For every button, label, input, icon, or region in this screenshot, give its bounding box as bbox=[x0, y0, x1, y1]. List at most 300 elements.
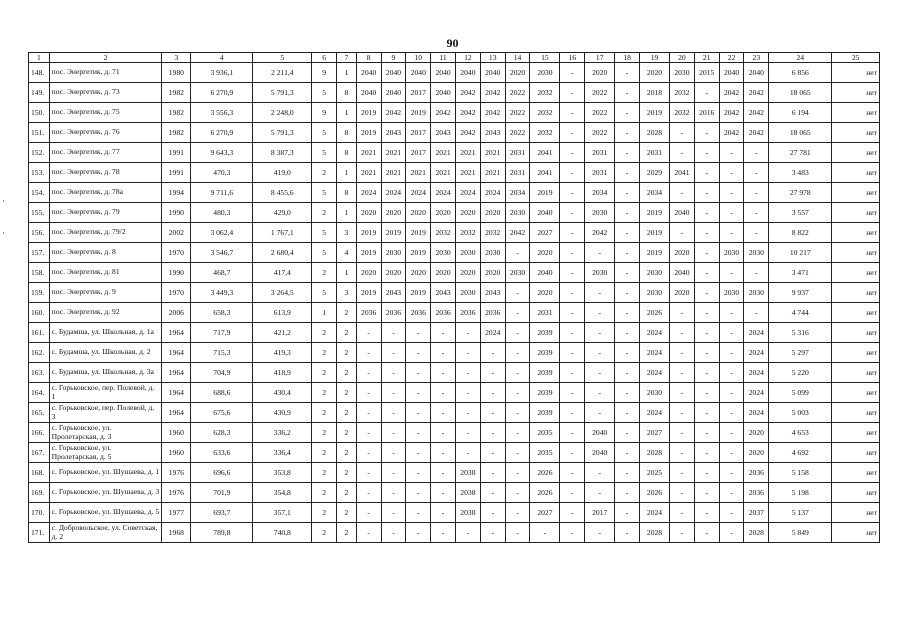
table-cell: - bbox=[480, 403, 505, 423]
table-cell: 2036 bbox=[356, 303, 381, 323]
table-cell: 2038 bbox=[455, 503, 480, 523]
table-cell: 2 bbox=[337, 343, 357, 363]
column-header: 18 bbox=[615, 53, 640, 63]
table-cell: - bbox=[615, 283, 640, 303]
table-cell: - bbox=[455, 343, 480, 363]
address-cell: пос. Энергетик, д. 79/2 bbox=[49, 223, 162, 243]
table-cell: 2030 bbox=[585, 203, 615, 223]
table-cell: 418,9 bbox=[253, 363, 312, 383]
table-cell: 2015 bbox=[694, 63, 719, 83]
table-cell: 2021 bbox=[381, 163, 406, 183]
table-cell: 1964 bbox=[162, 323, 191, 343]
table-cell: 8 387,3 bbox=[253, 143, 312, 163]
row-number-cell: 162. bbox=[29, 343, 50, 363]
table-cell: 2024 bbox=[640, 503, 670, 523]
table-cell: 1960 bbox=[162, 443, 191, 463]
table-cell: 421,2 bbox=[253, 323, 312, 343]
row-number-cell: 156. bbox=[29, 223, 50, 243]
table-cell: - bbox=[615, 103, 640, 123]
table-cell: 2 bbox=[337, 423, 357, 443]
table-cell: 2 bbox=[312, 503, 337, 523]
table-cell: - bbox=[455, 423, 480, 443]
table-cell: 2028 bbox=[640, 523, 670, 543]
column-header: 13 bbox=[480, 53, 505, 63]
table-cell: - bbox=[431, 363, 456, 383]
table-cell: 2038 bbox=[455, 463, 480, 483]
column-header: 8 bbox=[356, 53, 381, 63]
table-cell: 2030 bbox=[744, 283, 769, 303]
table-cell: - bbox=[719, 443, 744, 463]
column-header: 11 bbox=[431, 53, 456, 63]
table-cell: - bbox=[455, 363, 480, 383]
table-cell: - bbox=[670, 143, 695, 163]
table-cell: - bbox=[560, 383, 585, 403]
table-cell: 6 270,9 bbox=[191, 83, 253, 103]
table-cell: 2021 bbox=[431, 143, 456, 163]
table-cell: 1970 bbox=[162, 243, 191, 263]
table-cell: - bbox=[670, 183, 695, 203]
table-row bbox=[29, 223, 880, 243]
table-cell: - bbox=[356, 383, 381, 403]
table-cell: нет bbox=[832, 343, 880, 363]
table-cell: 1982 bbox=[162, 103, 191, 123]
table-cell: - bbox=[694, 423, 719, 443]
table-cell: - bbox=[694, 443, 719, 463]
table-cell: - bbox=[670, 443, 695, 463]
table-cell: 2043 bbox=[480, 123, 505, 143]
table-cell: 1976 bbox=[162, 463, 191, 483]
table-cell: 2020 bbox=[480, 263, 505, 283]
table-cell: 2019 bbox=[530, 183, 560, 203]
table-cell: - bbox=[719, 303, 744, 323]
table-cell: 2021 bbox=[455, 143, 480, 163]
table-cell: 2027 bbox=[640, 423, 670, 443]
table-cell: 2035 bbox=[530, 423, 560, 443]
table-cell: - bbox=[406, 343, 431, 363]
table-cell: 2039 bbox=[530, 363, 560, 383]
table-cell: - bbox=[615, 423, 640, 443]
table-cell: 2 bbox=[312, 523, 337, 543]
table-cell: 1 767,1 bbox=[253, 223, 312, 243]
row-number-cell: 166. bbox=[29, 423, 50, 443]
table-cell: - bbox=[744, 163, 769, 183]
address-cell: пос. Энергетик, д. 78а bbox=[49, 183, 162, 203]
table-cell: 2022 bbox=[585, 103, 615, 123]
table-cell: 2030 bbox=[719, 283, 744, 303]
table-cell: - bbox=[356, 363, 381, 383]
table-cell: 2034 bbox=[505, 183, 530, 203]
table-cell: 2020 bbox=[356, 203, 381, 223]
table-cell: - bbox=[480, 483, 505, 503]
column-header: 12 bbox=[455, 53, 480, 63]
table-cell: - bbox=[505, 523, 530, 543]
table-cell: - bbox=[744, 143, 769, 163]
table-cell: 2019 bbox=[406, 103, 431, 123]
table-cell: 2042 bbox=[744, 123, 769, 143]
table-cell: 2040 bbox=[356, 63, 381, 83]
address-cell: с. Будамша, ул. Школьная, д. 2 bbox=[49, 343, 162, 363]
column-header: 9 bbox=[381, 53, 406, 63]
table-cell: 2030 bbox=[455, 283, 480, 303]
table-cell: 2020 bbox=[480, 203, 505, 223]
row-number-cell: 149. bbox=[29, 83, 50, 103]
table-cell: 5 791,3 bbox=[253, 123, 312, 143]
table-cell: 18 065 bbox=[769, 123, 832, 143]
table-cell: - bbox=[505, 383, 530, 403]
table-cell: - bbox=[560, 83, 585, 103]
table-cell: 2040 bbox=[670, 203, 695, 223]
table-cell: 2040 bbox=[719, 63, 744, 83]
table-cell: 1968 bbox=[162, 523, 191, 543]
table-cell: 2 248,0 bbox=[253, 103, 312, 123]
address-cell: пос. Энергетик, д. 73 bbox=[49, 83, 162, 103]
table-header bbox=[29, 53, 880, 63]
table-cell: 2020 bbox=[431, 203, 456, 223]
table-cell: 2 bbox=[337, 323, 357, 343]
table-cell: - bbox=[560, 143, 585, 163]
table-cell: 8 455,6 bbox=[253, 183, 312, 203]
table-cell: - bbox=[585, 243, 615, 263]
table-cell: 2024 bbox=[640, 403, 670, 423]
table-cell: - bbox=[670, 503, 695, 523]
table-cell: 2027 bbox=[530, 503, 560, 523]
table-cell: 353,8 bbox=[253, 463, 312, 483]
column-header: 20 bbox=[670, 53, 695, 63]
column-header: 23 bbox=[744, 53, 769, 63]
table-cell: 2042 bbox=[744, 103, 769, 123]
table-cell: - bbox=[694, 383, 719, 403]
table-cell: - bbox=[744, 183, 769, 203]
table-cell: 9 643,3 bbox=[191, 143, 253, 163]
table-cell: 2019 bbox=[640, 203, 670, 223]
table-cell: 2036 bbox=[381, 303, 406, 323]
table-cell: - bbox=[670, 483, 695, 503]
table-cell: нет bbox=[832, 303, 880, 323]
table-cell: - bbox=[381, 383, 406, 403]
table-cell: 3 471 bbox=[769, 263, 832, 283]
table-cell: 2 bbox=[337, 463, 357, 483]
table-cell: 3 556,3 bbox=[191, 103, 253, 123]
table-cell: 1991 bbox=[162, 163, 191, 183]
table-cell: 1994 bbox=[162, 183, 191, 203]
table-cell: 2028 bbox=[744, 523, 769, 543]
table-cell: 2 bbox=[337, 503, 357, 523]
table-cell: 2037 bbox=[744, 503, 769, 523]
table-cell: 2030 bbox=[640, 383, 670, 403]
table-cell: 693,7 bbox=[191, 503, 253, 523]
table-cell: - bbox=[431, 483, 456, 503]
table-cell: - bbox=[719, 323, 744, 343]
table-cell: 613,9 bbox=[253, 303, 312, 323]
table-cell: 5 bbox=[312, 183, 337, 203]
table-cell: 1964 bbox=[162, 343, 191, 363]
table-cell: 2030 bbox=[670, 63, 695, 83]
table-cell: 8 bbox=[337, 123, 357, 143]
table-cell: - bbox=[381, 483, 406, 503]
table-cell: 1 bbox=[337, 63, 357, 83]
table-cell: 1991 bbox=[162, 143, 191, 163]
table-cell: - bbox=[560, 323, 585, 343]
table-cell: 430,9 bbox=[253, 403, 312, 423]
table-cell: - bbox=[670, 303, 695, 323]
table-cell: 6 856 bbox=[769, 63, 832, 83]
table-cell: - bbox=[585, 343, 615, 363]
table-cell: - bbox=[694, 283, 719, 303]
table-cell: 2020 bbox=[744, 443, 769, 463]
table-cell: - bbox=[505, 363, 530, 383]
table-cell: 2020 bbox=[455, 203, 480, 223]
address-cell: с. Горьковское, пер. Полевой, д. 3 bbox=[49, 403, 162, 423]
address-cell: пос. Энергетик, д. 78 bbox=[49, 163, 162, 183]
table-cell: 658,3 bbox=[191, 303, 253, 323]
table-cell: 2020 bbox=[530, 243, 560, 263]
table-cell: 2024 bbox=[744, 403, 769, 423]
table-cell: 5 137 bbox=[769, 503, 832, 523]
table-cell: - bbox=[505, 503, 530, 523]
table-cell: - bbox=[560, 203, 585, 223]
table-cell: 2026 bbox=[530, 463, 560, 483]
table-cell: - bbox=[719, 183, 744, 203]
table-cell: 1 bbox=[312, 303, 337, 323]
table-cell: 2 bbox=[337, 383, 357, 403]
table-cell: 2038 bbox=[455, 483, 480, 503]
table-cell: - bbox=[670, 123, 695, 143]
table-cell: 2017 bbox=[585, 503, 615, 523]
table-cell: - bbox=[356, 483, 381, 503]
table-cell: 336,4 bbox=[253, 443, 312, 463]
table-cell: 2036 bbox=[744, 463, 769, 483]
table-cell: 628,3 bbox=[191, 423, 253, 443]
table-cell: 1 bbox=[337, 163, 357, 183]
row-number-cell: 160. bbox=[29, 303, 50, 323]
table-cell: 468,7 bbox=[191, 263, 253, 283]
table-cell: - bbox=[480, 463, 505, 483]
table-cell: - bbox=[381, 463, 406, 483]
table-cell: 3 557 bbox=[769, 203, 832, 223]
table-cell: нет bbox=[832, 523, 880, 543]
table-row bbox=[29, 83, 880, 103]
table-cell: - bbox=[560, 423, 585, 443]
table-cell: - bbox=[694, 183, 719, 203]
row-number-cell: 153. bbox=[29, 163, 50, 183]
table-cell: - bbox=[615, 343, 640, 363]
table-cell: 2020 bbox=[670, 243, 695, 263]
table-cell: - bbox=[480, 503, 505, 523]
table-cell: нет bbox=[832, 363, 880, 383]
table-cell: 2040 bbox=[381, 83, 406, 103]
table-cell: - bbox=[694, 483, 719, 503]
address-cell: с. Горьковское, ул. Шушаева, д. 1 bbox=[49, 463, 162, 483]
table-cell: - bbox=[505, 463, 530, 483]
row-number-cell: 161. bbox=[29, 323, 50, 343]
table-cell: нет bbox=[832, 403, 880, 423]
table-cell: - bbox=[615, 223, 640, 243]
column-header: 22 bbox=[719, 53, 744, 63]
table-cell: 4 692 bbox=[769, 443, 832, 463]
table-cell: - bbox=[431, 523, 456, 543]
table-cell: - bbox=[455, 323, 480, 343]
table-cell: - bbox=[585, 323, 615, 343]
table-cell: 789,8 bbox=[191, 523, 253, 543]
margin-mark bbox=[3, 232, 4, 234]
table-cell: - bbox=[719, 363, 744, 383]
table-cell: - bbox=[615, 503, 640, 523]
table-cell: 2030 bbox=[719, 243, 744, 263]
table-cell: - bbox=[560, 343, 585, 363]
table-cell: - bbox=[694, 203, 719, 223]
table-cell: 2035 bbox=[530, 443, 560, 463]
table-cell: 2024 bbox=[381, 183, 406, 203]
table-cell: 8 822 bbox=[769, 223, 832, 243]
row-number-cell: 168. bbox=[29, 463, 50, 483]
table-cell: 675,6 bbox=[191, 403, 253, 423]
table-cell: 2043 bbox=[381, 283, 406, 303]
table-cell: 430,4 bbox=[253, 383, 312, 403]
table-cell: 2041 bbox=[530, 163, 560, 183]
table-cell: - bbox=[694, 403, 719, 423]
table-cell: 2024 bbox=[431, 183, 456, 203]
table-cell: - bbox=[406, 523, 431, 543]
table-cell: 2040 bbox=[585, 443, 615, 463]
table-cell: 8 bbox=[337, 83, 357, 103]
table-cell: 2019 bbox=[640, 243, 670, 263]
table-cell: - bbox=[615, 443, 640, 463]
table-cell: 2043 bbox=[480, 283, 505, 303]
table-cell: - bbox=[585, 523, 615, 543]
table-cell: - bbox=[615, 363, 640, 383]
row-number-cell: 157. bbox=[29, 243, 50, 263]
table-cell: 2040 bbox=[530, 203, 560, 223]
table-cell: 2030 bbox=[530, 63, 560, 83]
address-cell: пос. Энергетик, д. 81 bbox=[49, 263, 162, 283]
table-cell: 2 bbox=[312, 423, 337, 443]
table-cell: - bbox=[505, 423, 530, 443]
table-cell: 2017 bbox=[406, 143, 431, 163]
table-cell: - bbox=[615, 243, 640, 263]
table-cell: 2024 bbox=[406, 183, 431, 203]
table-cell: - bbox=[381, 403, 406, 423]
table-cell: - bbox=[505, 323, 530, 343]
table-row bbox=[29, 403, 880, 423]
table-row bbox=[29, 163, 880, 183]
page-number: 90 bbox=[446, 36, 459, 50]
table-cell: нет bbox=[832, 183, 880, 203]
table-cell: 701,9 bbox=[191, 483, 253, 503]
table-cell: - bbox=[719, 223, 744, 243]
table-cell: 5 bbox=[312, 283, 337, 303]
table-cell: 8 bbox=[337, 143, 357, 163]
table-cell: 2020 bbox=[406, 203, 431, 223]
table-cell: нет bbox=[832, 63, 880, 83]
address-cell: пос. Энергетик, д. 92 bbox=[49, 303, 162, 323]
table-cell: - bbox=[480, 363, 505, 383]
table-cell: 2021 bbox=[455, 163, 480, 183]
table-cell: нет bbox=[832, 203, 880, 223]
table-cell: 5 849 bbox=[769, 523, 832, 543]
column-header: 16 bbox=[560, 53, 585, 63]
table-cell: нет bbox=[832, 83, 880, 103]
table-cell: 2031 bbox=[585, 163, 615, 183]
table-cell: 2031 bbox=[585, 143, 615, 163]
table-cell: - bbox=[356, 443, 381, 463]
table-cell: - bbox=[719, 483, 744, 503]
row-number-cell: 158. bbox=[29, 263, 50, 283]
table-cell: 2 bbox=[312, 343, 337, 363]
table-cell: 2039 bbox=[530, 323, 560, 343]
table-cell: 2043 bbox=[381, 123, 406, 143]
table-cell: - bbox=[560, 463, 585, 483]
row-number-cell: 152. bbox=[29, 143, 50, 163]
table-cell: 3 062,4 bbox=[191, 223, 253, 243]
table-cell: - bbox=[694, 463, 719, 483]
table-cell: - bbox=[406, 323, 431, 343]
table-cell: 2043 bbox=[431, 283, 456, 303]
table-cell: 10 217 bbox=[769, 243, 832, 263]
table-row bbox=[29, 523, 880, 543]
table-cell: 9 937 bbox=[769, 283, 832, 303]
table-cell: 5 791,3 bbox=[253, 83, 312, 103]
table-cell: - bbox=[694, 143, 719, 163]
table-cell: - bbox=[615, 403, 640, 423]
table-cell: - bbox=[694, 343, 719, 363]
table-cell: - bbox=[455, 443, 480, 463]
table-cell: 2 bbox=[312, 383, 337, 403]
table-cell: 2 bbox=[337, 443, 357, 463]
table-cell: 2019 bbox=[356, 243, 381, 263]
table-cell: - bbox=[560, 163, 585, 183]
table-cell: 5 297 bbox=[769, 343, 832, 363]
table-cell: 2030 bbox=[505, 263, 530, 283]
table-cell: 4 bbox=[337, 243, 357, 263]
table-cell: нет bbox=[832, 423, 880, 443]
table-cell: 1980 bbox=[162, 63, 191, 83]
table-cell: нет bbox=[832, 243, 880, 263]
table-cell: 2021 bbox=[480, 143, 505, 163]
column-header: 4 bbox=[191, 53, 253, 63]
column-header: 15 bbox=[530, 53, 560, 63]
table-cell: 2030 bbox=[480, 243, 505, 263]
table-cell: 2031 bbox=[530, 303, 560, 323]
table-cell: 2040 bbox=[406, 63, 431, 83]
row-number-cell: 169. bbox=[29, 483, 50, 503]
table-cell: 2024 bbox=[480, 323, 505, 343]
table-cell: нет bbox=[832, 103, 880, 123]
table-cell: 2019 bbox=[640, 103, 670, 123]
table-row bbox=[29, 123, 880, 143]
table-cell: - bbox=[381, 363, 406, 383]
table-cell: 2021 bbox=[356, 143, 381, 163]
table-cell: 2019 bbox=[356, 123, 381, 143]
table-cell: нет bbox=[832, 263, 880, 283]
table-cell: 2020 bbox=[505, 63, 530, 83]
table-cell: 2024 bbox=[455, 183, 480, 203]
table-cell: 2020 bbox=[530, 283, 560, 303]
table-cell: - bbox=[719, 263, 744, 283]
table-cell: 2024 bbox=[744, 323, 769, 343]
table-cell: - bbox=[431, 463, 456, 483]
table-cell: нет bbox=[832, 143, 880, 163]
table-cell: - bbox=[694, 523, 719, 543]
table-row bbox=[29, 183, 880, 203]
table-cell: 1990 bbox=[162, 203, 191, 223]
address-cell: с. Горьковское, ул. Пролетарская, д. 3 bbox=[49, 423, 162, 443]
table-cell: - bbox=[670, 463, 695, 483]
table-cell: 2042 bbox=[719, 83, 744, 103]
table-row bbox=[29, 443, 880, 463]
table-cell: 419,3 bbox=[253, 343, 312, 363]
table-cell: 2030 bbox=[381, 243, 406, 263]
table-cell: 2019 bbox=[356, 103, 381, 123]
